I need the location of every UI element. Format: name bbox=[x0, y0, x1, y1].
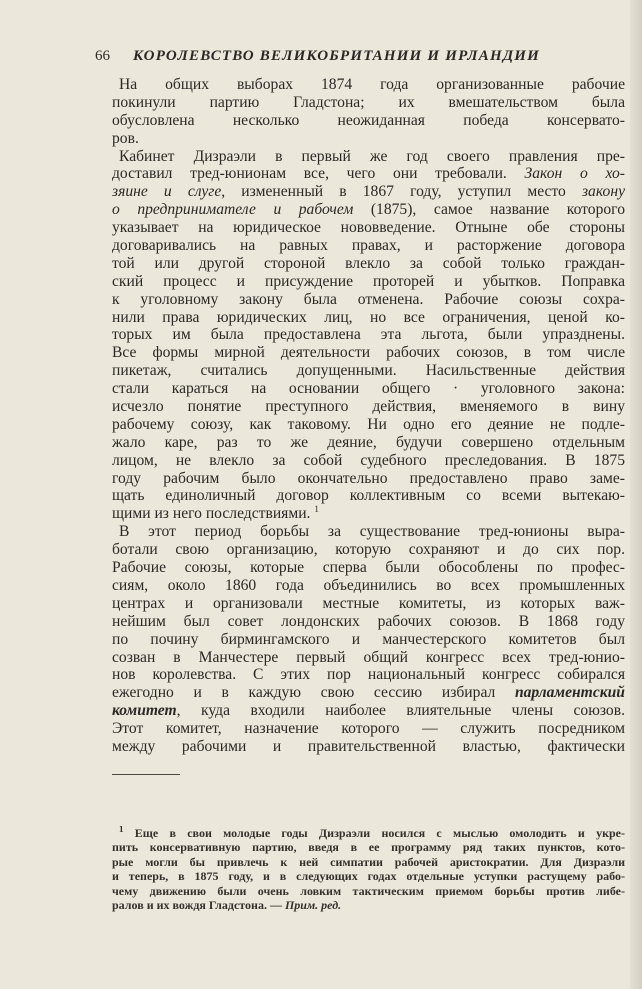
text-line bbox=[112, 840, 625, 854]
text-run: исчезло понятие преступного действия, вменяемого в вину bbox=[112, 398, 625, 416]
text-run: чему движению были очень ловким тактическим приемом борьбы против либе- bbox=[112, 883, 625, 898]
text-run: В этот период борьбы за существование тред-юнионы выра- bbox=[119, 523, 625, 541]
text-line bbox=[112, 884, 625, 898]
running-header bbox=[95, 48, 625, 68]
text-run: и теперь, в 1875 году, и в следующих годах отдельные уступки растущему рабо- bbox=[112, 869, 625, 884]
text-run: торых им была предоставлена эта льгота, были упразднены. bbox=[112, 326, 625, 344]
text-run: ралов и их вождя Гладстона. — bbox=[112, 897, 285, 912]
text-line bbox=[112, 273, 625, 291]
text-line bbox=[112, 702, 625, 720]
text-run: , измененный в 1867 году, уступил место bbox=[221, 183, 582, 201]
text-line bbox=[112, 165, 625, 183]
emphasis-text: парламентский bbox=[514, 684, 625, 702]
text-line bbox=[112, 541, 625, 559]
text-line bbox=[112, 362, 625, 380]
text-run: ров. bbox=[112, 129, 139, 147]
text-line bbox=[112, 666, 625, 684]
emphasis-text: о предпринимателе и рабочем bbox=[112, 201, 354, 219]
text-line bbox=[112, 112, 625, 130]
text-line bbox=[112, 855, 625, 869]
text-run: обусловлена несколько неожиданная победа консервато- bbox=[112, 111, 625, 129]
page-number: 66 bbox=[95, 48, 110, 64]
text-run: ский процесс и присуждение проторей и убытков. Поправка bbox=[112, 272, 625, 290]
text-line bbox=[112, 219, 625, 237]
text-run: договаривались на равных правах, и расторжение договора bbox=[112, 237, 625, 255]
text-run: лицом, не влекло за собой судебного преследования. В 1875 bbox=[112, 451, 625, 469]
text-line bbox=[112, 183, 625, 201]
text-line bbox=[112, 416, 625, 434]
text-run: стали караться на основании общего · уголовного закона: bbox=[112, 380, 625, 398]
text-line bbox=[112, 898, 625, 912]
emphasis-text: зяине и слуге bbox=[112, 183, 222, 201]
page-edge-shadow bbox=[630, 0, 642, 989]
text-line bbox=[112, 869, 625, 883]
text-line bbox=[112, 523, 625, 541]
text-line bbox=[112, 826, 625, 840]
text-line bbox=[112, 344, 625, 362]
text-run: ботали свою организацию, которую сохраняют и до сих пор. bbox=[112, 541, 625, 559]
text-line bbox=[112, 470, 625, 488]
text-line bbox=[112, 398, 625, 416]
text-line bbox=[112, 452, 625, 470]
text-line bbox=[112, 738, 625, 756]
text-run: Все формы мирной деятельности рабочих союзов, в том числе bbox=[112, 344, 625, 362]
text-line bbox=[112, 577, 625, 595]
text-line bbox=[112, 291, 625, 309]
text-line bbox=[112, 559, 625, 577]
text-run: пикетаж, считались допущенными. Насильственные действия bbox=[112, 362, 625, 380]
text-run: той или другой стороной влекло за собой только граждан- bbox=[112, 254, 625, 272]
text-line bbox=[112, 380, 625, 398]
text-run: сиям, около 1860 года объединились во всех промышленных bbox=[112, 576, 625, 594]
footnote-rule bbox=[112, 774, 180, 775]
text-line bbox=[112, 595, 625, 613]
text-run: нов королевства. С этих пор национальный конгресс собирался bbox=[112, 666, 625, 684]
text-run: рабочему союзу, как таковому. Ни одно его деяние не подле- bbox=[112, 415, 625, 433]
text-line bbox=[112, 720, 625, 738]
text-run: созван в Манчестере первый общий конгресс всех тред-юнио- bbox=[112, 648, 625, 666]
text-run: нили права юридических лиц, но все ограничения, ценой ко- bbox=[112, 308, 625, 326]
text-run: щать единоличный договор коллективным со всеми вытекаю- bbox=[112, 487, 625, 505]
text-line bbox=[112, 684, 625, 702]
text-run: ежегодно и в каждую свою сессию избирал bbox=[112, 684, 515, 702]
text-run: Еще в свои молодые годы Дизраэли носился с мыслью омолодить и укре- bbox=[123, 826, 625, 840]
text-run: нейшим был совет лондонских рабочих союзов. В 1868 году bbox=[112, 612, 625, 630]
text-run: году рабочим было окончательно предоставлено право заме- bbox=[112, 469, 625, 487]
text-run: рые могли бы привлечь к ней симпатии рабочей аристократии. Для Дизраэли bbox=[112, 854, 625, 869]
text-line bbox=[112, 434, 625, 452]
text-run: доставил тред-юнионам все, чего они требовали. bbox=[112, 165, 525, 183]
text-run: Рабочие союзы, которые сперва были обособлены по профес- bbox=[112, 559, 625, 577]
text-line bbox=[112, 505, 625, 523]
text-run: по почину бирмингамского и манчестерского комитетов был bbox=[112, 630, 625, 648]
paragraph bbox=[112, 76, 625, 148]
text-line bbox=[112, 649, 625, 667]
footnote-marker: 1 bbox=[119, 826, 124, 834]
text-line bbox=[112, 237, 625, 255]
text-run: центрах и организовали местные комитеты, из которых важ- bbox=[112, 594, 625, 612]
text-run: На общих выборах 1874 года организованные рабочие bbox=[119, 76, 625, 93]
text-line bbox=[112, 487, 625, 505]
text-run: жало каре, раз то же деяние, будучи совершено отдельным bbox=[112, 433, 625, 451]
text-run: Кабинет Дизраэли в первый же год своего правления пре- bbox=[119, 147, 625, 165]
text-line bbox=[112, 631, 625, 649]
main-text bbox=[112, 76, 625, 756]
emphasis-text: Прим. ред. bbox=[284, 897, 342, 912]
text-line bbox=[112, 309, 625, 327]
text-line bbox=[112, 94, 625, 112]
text-line bbox=[112, 201, 625, 219]
text-line bbox=[112, 76, 625, 94]
text-run: , куда входили наиболее влиятельные члены союзов. bbox=[176, 702, 625, 720]
text-line bbox=[112, 130, 625, 148]
text-run: (1875), самое название которого bbox=[353, 201, 625, 219]
text-run: покинули партию Гладстона; их вмешательством была bbox=[112, 93, 625, 111]
running-title: КОРОЛЕВСТВО ВЕЛИКОБРИТАНИИ И ИРЛАНДИИ bbox=[133, 48, 540, 64]
footnote-marker: 1 bbox=[314, 505, 319, 515]
emphasis-text: комитет bbox=[112, 702, 177, 720]
text-run: Этот комитет, назначение которого — служить посредником bbox=[112, 720, 625, 738]
paragraph bbox=[112, 148, 625, 524]
emphasis-text: Закон о хо- bbox=[524, 165, 625, 183]
text-line bbox=[112, 613, 625, 631]
text-run: между рабочими и правительственной властью, фактически bbox=[112, 737, 625, 755]
text-run: щими из него последствиями. bbox=[112, 505, 315, 523]
text-line bbox=[112, 255, 625, 273]
text-line bbox=[112, 148, 625, 166]
text-run: пить консервативную партию, введя в ее программу ряд таких пунктов, кото- bbox=[112, 840, 625, 855]
footnote bbox=[112, 826, 625, 912]
text-line bbox=[112, 326, 625, 344]
paragraph bbox=[112, 523, 625, 756]
text-run: указывает на юридическое нововведение. Отныне обе стороны bbox=[112, 219, 625, 237]
emphasis-text: закону bbox=[581, 183, 625, 201]
text-run: к уголовному закону была отменена. Рабочие союзы сохра- bbox=[112, 290, 625, 308]
